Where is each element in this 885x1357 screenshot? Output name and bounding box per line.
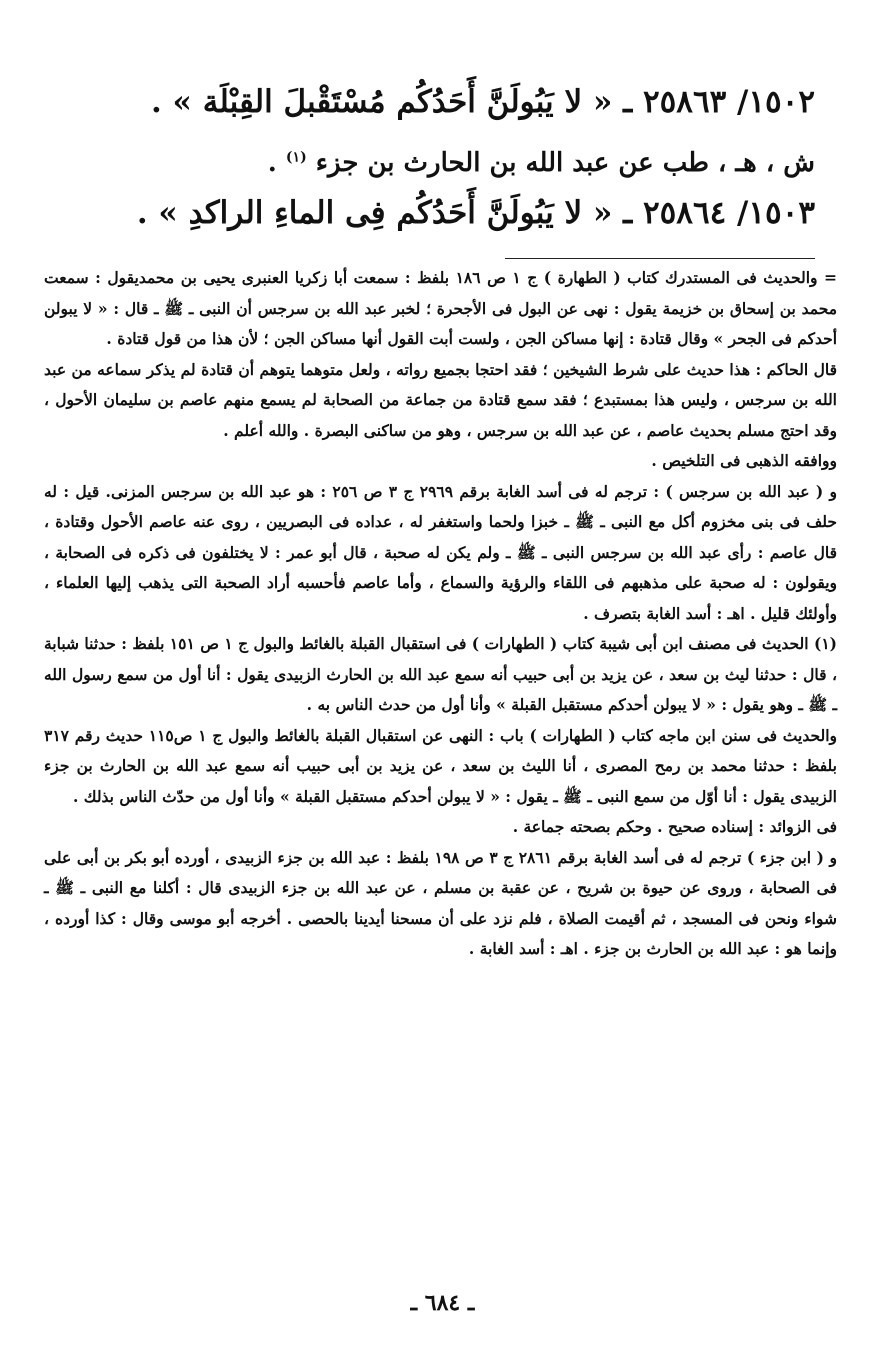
note-paragraph-hakim: قال الحاكم : هذا حديث على شرط الشيخين ؛ فقد احتجا بجميع رواته ، ولعل متوهما يتوهم أن قتادة لم يذكر سماعه من عبد الله بن سرجس ، وليس هذا بمستبدع ؛ فقد سمع قتادة من جماعة من الصحابة لم يسمع منهم عاصم بن سليمان الأحول ، وقد احتج مسلم بحديث عاصم ، عن عبد الله بن سرجس ، وهو من ساكنى البصرة . والله أعلم . bbox=[44, 359, 837, 440]
footnotes-section bbox=[44, 263, 837, 965]
note-paragraph-mustadrak: = والحديث فى المستدرك كتاب ( الطهارة ) ج ١ ص ١٨٦ بلفظ : سمعت أبا زكريا العنبرى يحيى بن محمديقول : سمعت محمد بن إسحاق بن خزيمة يقول : نهى عن البول فى الأجحرة ؛ لخبر عبد الله بن سرجس أن النبى ـ ﷺ ـ قال : « لا يبولن أحدكم فى الجحر » وقال قتادة : إنها مساكن الجن ، ولست أبت القول أنها مساكن الجن ؛ لأن هذا من قول قتادة . bbox=[44, 268, 838, 348]
note-paragraph-ibn-sarjis: و ( عبد الله بن سرجس ) : ترجم له فى أسد الغابة برقم ٢٩٦٩ ج ٣ ص ٢٥٦ : هو عبد الله بن سرجس المزنى. قيل : له حلف فى بنى مخزوم أكل مع النبى ـ ﷺ ـ خبزا ولحما واستغفر له ، عداده فى البصريين ، روى عنه عاصم الأحول وقتادة ، قال عاصم : رأى عبد الله بن سرجس النبى ـ ﷺ ـ ولم يكن له صحبة ، قال أبو عمر : لا يختلفون فى ذكره فى الصحابة ، ويقولون : له صحبة على مذهبهم فى اللقاء والرؤية والسماع ، وأما عاصم فأحسبه أراد الصحبة التى يذهب إليها العلماء ، وأولئك قليل . اهـ : أسد الغابة بتصرف . bbox=[44, 481, 837, 623]
note-paragraph-footnote-1: (١) الحديث فى مصنف ابن أبى شيبة كتاب ( الطهارات ) فى استقبال القبلة بالغائط والبول ج ١ ص ١٥١ بلفظ : حدثنا شبابة ، قال : حدثنا ليث بن سعد ، عن يزيد بن أبى حبيب أنه سمع عبد الله بن الحارث الزبيدى يقول : أنا أول من سمع رسول الله ـ ﷺ ـ وهو يقول : « لا يبولن أحدكم مستقبل القبلة » وأنا أول من حدث الناس به . bbox=[44, 634, 837, 714]
hadith-1502-text: ١٥٠٢/ ٢٥٨٦٣ ـ « لا يَبُولَنَّ أَحَدُكُم مُسْتَقْبلَ القِبْلَة » . bbox=[150, 84, 815, 120]
footnote-divider bbox=[505, 258, 815, 259]
hadith-source-end: . bbox=[267, 148, 277, 178]
footnote-ref[interactable]: (١) bbox=[285, 149, 307, 166]
hadith-source-text: ش ، هـ ، طب عن عبد الله بن الحارث بن جزء bbox=[315, 148, 815, 178]
note-paragraph-zawaid: فى الزوائد : إسناده صحيح . وحكم بصحته جماعة . bbox=[512, 817, 837, 836]
hadith-1503 bbox=[55, 193, 815, 233]
note-paragraph-ibn-majah: والحديث فى سنن ابن ماجه كتاب ( الطهارات ) باب : النهى عن استقبال القبلة بالغائط والبول ج ١ ص١١٥ حديث رقم ٣١٧ بلفظ : حدثنا محمد بن رمح المصرى ، أنا الليث بن سعد ، عن يزيد بن أبى حبيب أنه سمع عبد الله بن الحارث بن جزء الزبيدى يقول : أنا أوّل من سمع النبى ـ ﷺ ـ يقول : « لا يبولن أحدكم مستقبل القبلة » وأنا أول من حدّث الناس بذلك . bbox=[44, 725, 837, 806]
hadith-source bbox=[55, 143, 815, 183]
note-paragraph-ibn-jaz: و ( ابن جزء ) ترجم له فى أسد الغابة برقم ٢٨٦١ ج ٣ ص ١٩٨ بلفظ : عبد الله بن جزء الزبيدى ، أورده أبو بكر بن أبى على فى الصحابة ، وروى عن حيوة بن شريح ، عن عقبة بن مسلم ، عن عبد الله بن جزء الزبيدى قال : أكلنا مع النبى ـ ﷺ ـ شواء ونحن فى المسجد ، ثم أقيمت الصلاة ، فلم نزد على أن مسحنا أيدينا بالحصى . أخرجه أبو موسى وقال : كذا أورده ، وإنما هو : عبد الله بن الحارث بن جزء . اهـ : أسد الغابة . bbox=[44, 847, 837, 958]
page-number: ـ ٦٨٤ ـ bbox=[410, 1290, 475, 1316]
note-paragraph-dhahabi: ووافقه الذهبى فى التلخيص . bbox=[651, 451, 837, 470]
hadith-1503-text: ١٥٠٣/ ٢٥٨٦٤ ـ « لا يَبُولَنَّ أَحَدُكُم فِى الماءِ الراكدِ » . bbox=[136, 195, 815, 231]
hadith-1502 bbox=[55, 82, 815, 122]
